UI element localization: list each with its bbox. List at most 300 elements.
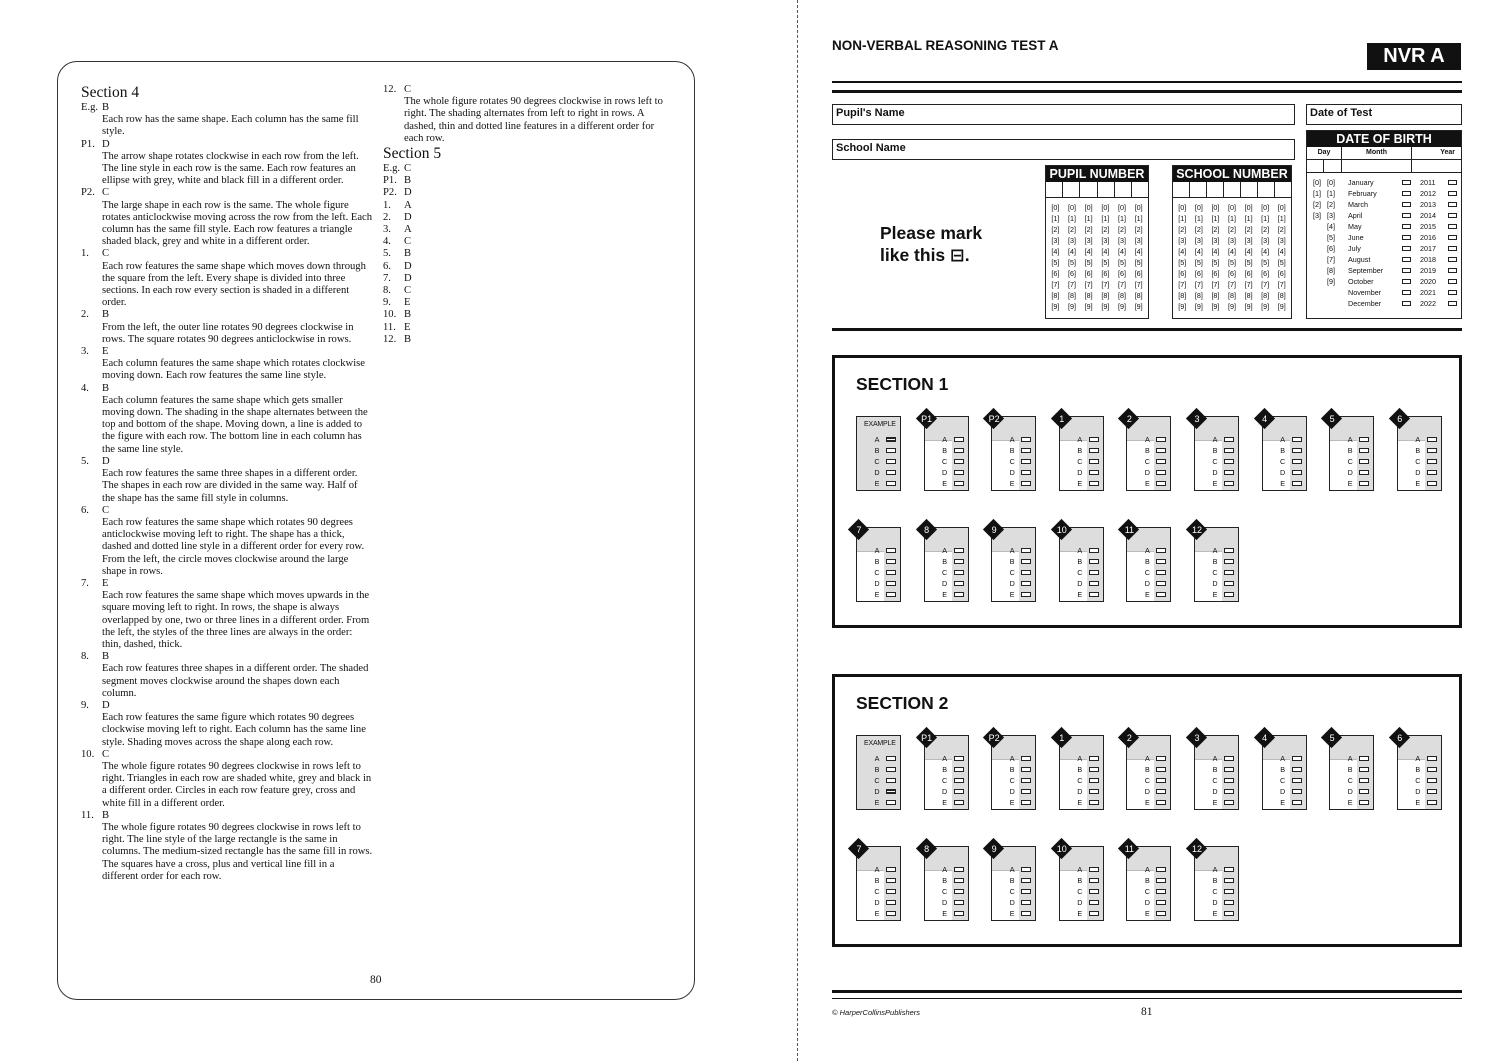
dob-day-units-option[interactable]: [2] bbox=[1327, 200, 1335, 209]
school-number-digit-option[interactable]: [3] bbox=[1277, 236, 1286, 245]
option-checkbox[interactable] bbox=[954, 878, 964, 883]
answer-card[interactable] bbox=[1056, 525, 1104, 602]
school-number-digit-column[interactable] bbox=[1174, 202, 1191, 312]
pupil-number-digit-option[interactable]: [3] bbox=[1068, 236, 1076, 245]
pupil-number-digit-option[interactable]: [5] bbox=[1118, 258, 1127, 267]
pupil-number-digit-option[interactable]: [2] bbox=[1051, 225, 1060, 234]
pupil-number-digit-option[interactable]: [1] bbox=[1118, 214, 1127, 223]
answer-card[interactable] bbox=[991, 846, 1036, 921]
pupil-number-digit-option[interactable]: [5] bbox=[1084, 258, 1093, 267]
pupil-number-digit-column[interactable] bbox=[1064, 202, 1081, 312]
dob-year-checkbox[interactable] bbox=[1448, 224, 1457, 229]
school-number-digit-option[interactable]: [6] bbox=[1194, 269, 1203, 278]
option-checkbox[interactable] bbox=[954, 581, 964, 586]
option-checkbox[interactable] bbox=[886, 581, 896, 586]
answer-card[interactable] bbox=[856, 846, 901, 921]
pupil-number-digit-column[interactable] bbox=[1114, 202, 1131, 312]
pupil-number-digit-option[interactable]: [1] bbox=[1051, 214, 1060, 223]
option-checkbox[interactable] bbox=[1224, 789, 1234, 794]
option-checkbox[interactable] bbox=[1292, 470, 1302, 475]
dob-month-checkbox[interactable] bbox=[1402, 202, 1411, 207]
school-number-digit-option[interactable]: [1] bbox=[1244, 214, 1253, 223]
option-checkbox[interactable] bbox=[1156, 900, 1166, 905]
school-number-digit-option[interactable]: [6] bbox=[1178, 269, 1187, 278]
pupil-number-digit-column[interactable] bbox=[1047, 202, 1064, 312]
option-checkbox[interactable] bbox=[1021, 581, 1031, 586]
pupil-number-digit-option[interactable]: [6] bbox=[1101, 269, 1110, 278]
school-number-digit-option[interactable]: [3] bbox=[1211, 236, 1220, 245]
pupil-number-digit-option[interactable]: [3] bbox=[1134, 236, 1143, 245]
option-checkbox[interactable] bbox=[1156, 570, 1166, 575]
option-checkbox[interactable] bbox=[954, 767, 964, 772]
school-number-digit-column[interactable] bbox=[1273, 202, 1290, 312]
pupil-number-digit-option[interactable]: [7] bbox=[1101, 280, 1110, 289]
option-checkbox[interactable] bbox=[1021, 559, 1031, 564]
option-checkbox[interactable] bbox=[1427, 448, 1437, 453]
answer-card[interactable] bbox=[1126, 527, 1171, 602]
dob-day-options[interactable] bbox=[1307, 177, 1342, 309]
dob-month-checkbox[interactable] bbox=[1402, 257, 1411, 262]
dob-month-option[interactable] bbox=[1348, 177, 1412, 188]
option-checkbox[interactable] bbox=[1427, 800, 1437, 805]
answer-card[interactable] bbox=[988, 414, 1036, 491]
option-checkbox[interactable] bbox=[886, 900, 896, 905]
option-checkbox[interactable] bbox=[1224, 778, 1234, 783]
pupil-number-digits[interactable] bbox=[1046, 198, 1148, 312]
pupil-number-digit-option[interactable]: [7] bbox=[1084, 280, 1093, 289]
option-checkbox[interactable] bbox=[1156, 867, 1166, 872]
school-number-digit-option[interactable]: [6] bbox=[1277, 269, 1286, 278]
school-number-digit-option[interactable]: [4] bbox=[1277, 247, 1286, 256]
answer-card[interactable] bbox=[1397, 735, 1442, 810]
school-number-digit-option[interactable]: [4] bbox=[1228, 247, 1237, 256]
pupil-number-digit-option[interactable]: [4] bbox=[1134, 247, 1143, 256]
option-checkbox[interactable] bbox=[1224, 900, 1234, 905]
option-checkbox[interactable] bbox=[886, 800, 896, 805]
pupil-number-digit-option[interactable]: [5] bbox=[1134, 258, 1143, 267]
dob-year-option[interactable] bbox=[1420, 188, 1461, 199]
dob-day-units-option[interactable]: [7] bbox=[1327, 255, 1335, 264]
school-number-digit-option[interactable]: [7] bbox=[1261, 280, 1270, 289]
option-checkbox[interactable] bbox=[1224, 911, 1234, 916]
option-checkbox[interactable] bbox=[1292, 767, 1302, 772]
school-number-digit-column[interactable] bbox=[1207, 202, 1224, 312]
school-number-digit-column[interactable] bbox=[1191, 202, 1208, 312]
option-checkbox[interactable] bbox=[1224, 592, 1234, 597]
option-checkbox[interactable] bbox=[954, 789, 964, 794]
option-checkbox[interactable] bbox=[1427, 437, 1437, 442]
option-checkbox[interactable] bbox=[1021, 778, 1031, 783]
option-checkbox[interactable] bbox=[1359, 459, 1369, 464]
pupil-number-digit-option[interactable]: [8] bbox=[1051, 291, 1060, 300]
dob-year-checkbox[interactable] bbox=[1448, 213, 1457, 218]
option-checkbox[interactable] bbox=[1156, 911, 1166, 916]
dob-month-option[interactable] bbox=[1348, 287, 1412, 298]
pupil-number-digit-option[interactable]: [1] bbox=[1084, 214, 1093, 223]
school-number-digit-option[interactable]: [8] bbox=[1178, 291, 1187, 300]
option-checkbox[interactable] bbox=[1292, 448, 1302, 453]
school-number-digit-option[interactable]: [3] bbox=[1178, 236, 1187, 245]
school-number-digit-option[interactable]: [0] bbox=[1277, 203, 1286, 212]
option-checkbox[interactable] bbox=[1427, 459, 1437, 464]
option-checkbox[interactable] bbox=[886, 481, 896, 486]
option-checkbox[interactable] bbox=[1156, 889, 1166, 894]
option-checkbox[interactable] bbox=[1021, 756, 1031, 761]
school-number-digit-option[interactable]: [0] bbox=[1244, 203, 1253, 212]
dob-year-checkbox[interactable] bbox=[1448, 191, 1457, 196]
dob-year-option[interactable] bbox=[1420, 276, 1461, 287]
option-checkbox[interactable] bbox=[886, 570, 896, 575]
dob-day-units-option[interactable]: [4] bbox=[1327, 222, 1335, 231]
pupil-number-digit-option[interactable]: [3] bbox=[1051, 236, 1060, 245]
school-number-digit-option[interactable]: [9] bbox=[1228, 302, 1237, 311]
option-checkbox[interactable] bbox=[1021, 900, 1031, 905]
school-number-digit-option[interactable]: [8] bbox=[1228, 291, 1237, 300]
school-number-digit-option[interactable]: [9] bbox=[1178, 302, 1187, 311]
school-number-digit-option[interactable]: [4] bbox=[1194, 247, 1203, 256]
school-number-digit-option[interactable]: [5] bbox=[1194, 258, 1203, 267]
option-checkbox[interactable] bbox=[886, 592, 896, 597]
school-number-digit-option[interactable]: [0] bbox=[1211, 203, 1220, 212]
option-checkbox[interactable] bbox=[1089, 800, 1099, 805]
dob-month-checkbox[interactable] bbox=[1402, 213, 1411, 218]
option-checkbox[interactable] bbox=[886, 778, 896, 783]
pupil-number-digit-option[interactable]: [7] bbox=[1068, 280, 1076, 289]
option-checkbox[interactable] bbox=[1089, 756, 1099, 761]
school-number-digit-option[interactable]: [2] bbox=[1194, 225, 1203, 234]
answer-card[interactable] bbox=[1126, 846, 1171, 921]
pupil-number-grid[interactable] bbox=[1045, 165, 1149, 319]
pupil-number-digit-option[interactable]: [0] bbox=[1101, 203, 1110, 212]
answer-card[interactable] bbox=[1194, 416, 1239, 491]
school-number-digit-option[interactable]: [1] bbox=[1194, 214, 1203, 223]
school-number-digit-option[interactable]: [6] bbox=[1244, 269, 1253, 278]
option-checkbox[interactable] bbox=[1359, 756, 1369, 761]
option-checkbox[interactable] bbox=[1089, 900, 1099, 905]
option-checkbox[interactable] bbox=[1292, 800, 1302, 805]
dob-year-option[interactable] bbox=[1420, 298, 1461, 309]
option-checkbox[interactable] bbox=[1156, 800, 1166, 805]
pupil-number-digit-option[interactable]: [9] bbox=[1051, 302, 1060, 311]
answer-card[interactable] bbox=[991, 527, 1036, 602]
school-number-digit-option[interactable]: [7] bbox=[1228, 280, 1237, 289]
option-checkbox[interactable] bbox=[886, 559, 896, 564]
option-checkbox[interactable] bbox=[1021, 911, 1031, 916]
dob-day-units-option[interactable]: [6] bbox=[1327, 244, 1335, 253]
option-checkbox[interactable] bbox=[954, 867, 964, 872]
pupil-number-digit-column[interactable] bbox=[1080, 202, 1097, 312]
option-checkbox[interactable] bbox=[1156, 878, 1166, 883]
option-checkbox[interactable] bbox=[1089, 592, 1099, 597]
dob-month-checkbox[interactable] bbox=[1402, 191, 1411, 196]
dob-month-checkbox[interactable] bbox=[1402, 235, 1411, 240]
pupil-number-digit-option[interactable]: [4] bbox=[1068, 247, 1076, 256]
pupil-number-digit-option[interactable]: [4] bbox=[1118, 247, 1127, 256]
dob-month-option[interactable] bbox=[1348, 210, 1412, 221]
pupil-number-digit-option[interactable]: [3] bbox=[1101, 236, 1110, 245]
option-checkbox[interactable] bbox=[886, 867, 896, 872]
option-checkbox[interactable] bbox=[886, 911, 896, 916]
school-number-digit-option[interactable]: [6] bbox=[1261, 269, 1270, 278]
school-number-digit-option[interactable]: [9] bbox=[1211, 302, 1220, 311]
dob-year-checkbox[interactable] bbox=[1448, 290, 1457, 295]
option-checkbox[interactable] bbox=[1224, 570, 1234, 575]
pupil-number-digit-option[interactable]: [9] bbox=[1101, 302, 1110, 311]
dob-day-units-option[interactable]: [9] bbox=[1327, 277, 1335, 286]
dob-day-units-option[interactable]: [1] bbox=[1327, 189, 1335, 198]
pupil-number-digit-option[interactable]: [0] bbox=[1084, 203, 1093, 212]
dob-month-checkbox[interactable] bbox=[1402, 224, 1411, 229]
dob-day-tens-option[interactable]: [1] bbox=[1313, 189, 1321, 198]
option-checkbox[interactable] bbox=[1224, 878, 1234, 883]
option-checkbox[interactable] bbox=[954, 448, 964, 453]
dob-month-option[interactable] bbox=[1348, 276, 1412, 287]
option-checkbox[interactable] bbox=[1156, 481, 1166, 486]
dob-month-option[interactable] bbox=[1348, 199, 1412, 210]
school-number-digit-option[interactable]: [7] bbox=[1211, 280, 1220, 289]
pupil-number-digit-option[interactable]: [9] bbox=[1118, 302, 1127, 311]
option-checkbox[interactable] bbox=[1224, 459, 1234, 464]
dob-year-options[interactable] bbox=[1412, 177, 1461, 309]
option-checkbox[interactable] bbox=[1089, 481, 1099, 486]
option-checkbox[interactable] bbox=[1089, 570, 1099, 575]
school-number-digit-option[interactable]: [4] bbox=[1211, 247, 1220, 256]
date-of-test-field[interactable] bbox=[1306, 104, 1462, 125]
pupil-number-digit-option[interactable]: [2] bbox=[1134, 225, 1143, 234]
option-checkbox[interactable] bbox=[1156, 789, 1166, 794]
answer-card[interactable] bbox=[1397, 416, 1442, 491]
pupil-number-digit-option[interactable]: [2] bbox=[1101, 225, 1110, 234]
school-number-digit-option[interactable]: [8] bbox=[1261, 291, 1270, 300]
school-number-digit-option[interactable]: [7] bbox=[1277, 280, 1286, 289]
pupil-number-digit-option[interactable]: [1] bbox=[1101, 214, 1110, 223]
dob-month-checkbox[interactable] bbox=[1402, 180, 1411, 185]
answer-card[interactable] bbox=[1059, 735, 1104, 810]
option-checkbox[interactable] bbox=[1089, 767, 1099, 772]
dob-month-option[interactable] bbox=[1348, 188, 1412, 199]
pupil-number-digit-option[interactable]: [2] bbox=[1118, 225, 1127, 234]
option-checkbox[interactable] bbox=[1089, 889, 1099, 894]
school-number-digit-column[interactable] bbox=[1257, 202, 1274, 312]
option-checkbox[interactable] bbox=[954, 889, 964, 894]
school-number-digit-option[interactable]: [1] bbox=[1178, 214, 1187, 223]
option-checkbox[interactable] bbox=[1089, 448, 1099, 453]
pupil-number-digit-option[interactable]: [4] bbox=[1051, 247, 1060, 256]
school-number-digit-column[interactable] bbox=[1224, 202, 1241, 312]
answer-card[interactable] bbox=[1056, 844, 1104, 921]
option-checkbox[interactable] bbox=[1089, 878, 1099, 883]
school-number-digit-option[interactable]: [3] bbox=[1244, 236, 1253, 245]
dob-month-option[interactable] bbox=[1348, 298, 1412, 309]
pupil-name-field[interactable] bbox=[832, 104, 1295, 125]
option-checkbox[interactable] bbox=[1427, 767, 1437, 772]
option-checkbox[interactable] bbox=[886, 767, 896, 772]
option-checkbox[interactable] bbox=[1156, 559, 1166, 564]
school-number-boxes[interactable] bbox=[1173, 182, 1291, 198]
school-number-digit-option[interactable]: [1] bbox=[1261, 214, 1270, 223]
pupil-number-digit-option[interactable]: [7] bbox=[1134, 280, 1143, 289]
option-checkbox[interactable] bbox=[1156, 548, 1166, 553]
option-checkbox[interactable] bbox=[1021, 767, 1031, 772]
option-checkbox[interactable] bbox=[954, 800, 964, 805]
option-checkbox[interactable] bbox=[954, 570, 964, 575]
option-checkbox[interactable] bbox=[1427, 470, 1437, 475]
option-checkbox[interactable] bbox=[1359, 800, 1369, 805]
option-checkbox[interactable] bbox=[1021, 481, 1031, 486]
school-number-digit-option[interactable]: [9] bbox=[1277, 302, 1286, 311]
pupil-number-digit-option[interactable]: [9] bbox=[1134, 302, 1143, 311]
option-checkbox[interactable] bbox=[886, 878, 896, 883]
option-checkbox[interactable] bbox=[1089, 789, 1099, 794]
option-checkbox[interactable] bbox=[1156, 767, 1166, 772]
school-number-digit-option[interactable]: [8] bbox=[1211, 291, 1220, 300]
dob-year-option[interactable] bbox=[1420, 221, 1461, 232]
pupil-number-digit-option[interactable]: [5] bbox=[1068, 258, 1076, 267]
option-checkbox[interactable] bbox=[1021, 867, 1031, 872]
dob-day-tens-option[interactable]: [2] bbox=[1313, 200, 1321, 209]
school-number-digit-option[interactable]: [9] bbox=[1261, 302, 1270, 311]
option-checkbox[interactable] bbox=[1021, 570, 1031, 575]
school-number-digit-option[interactable]: [2] bbox=[1261, 225, 1270, 234]
pupil-number-digit-option[interactable]: [0] bbox=[1068, 203, 1076, 212]
option-checkbox[interactable] bbox=[1224, 470, 1234, 475]
school-number-digit-option[interactable]: [2] bbox=[1228, 225, 1237, 234]
dob-year-option[interactable] bbox=[1420, 210, 1461, 221]
option-checkbox[interactable] bbox=[1224, 800, 1234, 805]
dob-year-option[interactable] bbox=[1420, 265, 1461, 276]
option-checkbox[interactable] bbox=[1156, 437, 1166, 442]
pupil-number-digit-option[interactable]: [3] bbox=[1118, 236, 1127, 245]
answer-card[interactable] bbox=[856, 527, 901, 602]
pupil-number-digit-option[interactable]: [8] bbox=[1101, 291, 1110, 300]
option-checkbox[interactable] bbox=[1021, 592, 1031, 597]
option-checkbox[interactable] bbox=[1089, 459, 1099, 464]
option-checkbox[interactable] bbox=[1021, 548, 1031, 553]
option-checkbox[interactable] bbox=[1089, 867, 1099, 872]
school-number-digit-option[interactable]: [2] bbox=[1178, 225, 1187, 234]
dob-month-checkbox[interactable] bbox=[1402, 246, 1411, 251]
pupil-number-digit-option[interactable]: [8] bbox=[1134, 291, 1143, 300]
option-checkbox[interactable] bbox=[1224, 767, 1234, 772]
option-checkbox[interactable] bbox=[1292, 459, 1302, 464]
pupil-number-digit-option[interactable]: [0] bbox=[1051, 203, 1060, 212]
pupil-number-digit-option[interactable]: [9] bbox=[1068, 302, 1076, 311]
dob-month-option[interactable] bbox=[1348, 221, 1412, 232]
pupil-number-digit-option[interactable]: [8] bbox=[1084, 291, 1093, 300]
option-checkbox[interactable] bbox=[1156, 778, 1166, 783]
answer-card[interactable] bbox=[1126, 735, 1171, 810]
answer-card[interactable] bbox=[1191, 525, 1239, 602]
answer-card[interactable] bbox=[1329, 735, 1374, 810]
pupil-number-digit-option[interactable]: [6] bbox=[1068, 269, 1076, 278]
pupil-number-digit-option[interactable]: [0] bbox=[1118, 203, 1127, 212]
option-checkbox[interactable] bbox=[886, 459, 896, 464]
answer-card[interactable] bbox=[1191, 844, 1239, 921]
option-checkbox[interactable] bbox=[1089, 911, 1099, 916]
option-checkbox[interactable] bbox=[1156, 470, 1166, 475]
school-number-digit-option[interactable]: [6] bbox=[1228, 269, 1237, 278]
option-checkbox[interactable] bbox=[1427, 789, 1437, 794]
option-checkbox[interactable] bbox=[1156, 756, 1166, 761]
school-number-digit-option[interactable]: [2] bbox=[1277, 225, 1286, 234]
option-checkbox[interactable] bbox=[1359, 437, 1369, 442]
pupil-number-boxes[interactable] bbox=[1046, 182, 1148, 198]
option-checkbox[interactable] bbox=[1224, 437, 1234, 442]
option-checkbox[interactable] bbox=[1021, 459, 1031, 464]
option-checkbox[interactable] bbox=[1021, 448, 1031, 453]
option-checkbox[interactable] bbox=[1224, 548, 1234, 553]
option-checkbox[interactable] bbox=[886, 448, 896, 453]
school-number-digit-option[interactable]: [5] bbox=[1244, 258, 1253, 267]
dob-day-tens-option[interactable]: [0] bbox=[1313, 178, 1321, 187]
dob-year-checkbox[interactable] bbox=[1448, 268, 1457, 273]
option-checkbox[interactable] bbox=[1292, 437, 1302, 442]
school-number-digit-option[interactable]: [0] bbox=[1228, 203, 1237, 212]
dob-year-option[interactable] bbox=[1420, 232, 1461, 243]
pupil-number-digit-column[interactable] bbox=[1130, 202, 1147, 312]
option-checkbox[interactable] bbox=[886, 470, 896, 475]
option-checkbox[interactable] bbox=[886, 889, 896, 894]
answer-card[interactable] bbox=[1262, 416, 1307, 491]
school-number-digit-option[interactable]: [7] bbox=[1178, 280, 1187, 289]
dob-year-checkbox[interactable] bbox=[1448, 279, 1457, 284]
dob-day-tens-option[interactable]: [3] bbox=[1313, 211, 1321, 220]
answer-card[interactable] bbox=[1194, 735, 1239, 810]
option-checkbox[interactable] bbox=[1292, 778, 1302, 783]
school-number-digit-option[interactable]: [4] bbox=[1261, 247, 1270, 256]
option-checkbox[interactable] bbox=[1359, 789, 1369, 794]
dob-month-checkbox[interactable] bbox=[1402, 301, 1411, 306]
option-checkbox[interactable] bbox=[1021, 800, 1031, 805]
option-checkbox[interactable] bbox=[1359, 481, 1369, 486]
dob-month-option[interactable] bbox=[1348, 254, 1412, 265]
option-checkbox[interactable] bbox=[1021, 789, 1031, 794]
school-number-digit-option[interactable]: [9] bbox=[1194, 302, 1203, 311]
answer-card[interactable] bbox=[1262, 735, 1307, 810]
dob-year-checkbox[interactable] bbox=[1448, 235, 1457, 240]
school-number-digit-option[interactable]: [2] bbox=[1211, 225, 1220, 234]
school-number-digit-option[interactable]: [3] bbox=[1228, 236, 1237, 245]
option-checkbox[interactable] bbox=[954, 548, 964, 553]
answer-card[interactable] bbox=[924, 846, 969, 921]
school-number-digit-option[interactable]: [5] bbox=[1211, 258, 1220, 267]
option-checkbox[interactable] bbox=[1292, 756, 1302, 761]
answer-card[interactable] bbox=[924, 527, 969, 602]
dob-year-option[interactable] bbox=[1420, 199, 1461, 210]
dob-month-checkbox[interactable] bbox=[1402, 290, 1411, 295]
school-number-grid[interactable] bbox=[1172, 165, 1292, 319]
pupil-number-digit-option[interactable]: [6] bbox=[1084, 269, 1093, 278]
option-checkbox[interactable] bbox=[1156, 581, 1166, 586]
date-of-birth-grid[interactable] bbox=[1306, 130, 1462, 319]
answer-card[interactable] bbox=[921, 414, 969, 491]
answer-card[interactable] bbox=[988, 733, 1036, 810]
option-checkbox[interactable] bbox=[1089, 470, 1099, 475]
option-checkbox[interactable] bbox=[1021, 889, 1031, 894]
option-checkbox[interactable] bbox=[1089, 437, 1099, 442]
option-checkbox[interactable] bbox=[1427, 481, 1437, 486]
answer-card[interactable] bbox=[1059, 416, 1104, 491]
option-checkbox[interactable] bbox=[1359, 470, 1369, 475]
answer-card[interactable] bbox=[921, 733, 969, 810]
pupil-number-digit-option[interactable]: [9] bbox=[1084, 302, 1093, 311]
option-checkbox[interactable] bbox=[1021, 437, 1031, 442]
dob-day-units-option[interactable]: [3] bbox=[1327, 211, 1335, 220]
option-checkbox[interactable] bbox=[1224, 867, 1234, 872]
option-checkbox[interactable] bbox=[954, 592, 964, 597]
option-checkbox[interactable] bbox=[886, 789, 896, 794]
dob-month-options[interactable] bbox=[1342, 177, 1412, 309]
